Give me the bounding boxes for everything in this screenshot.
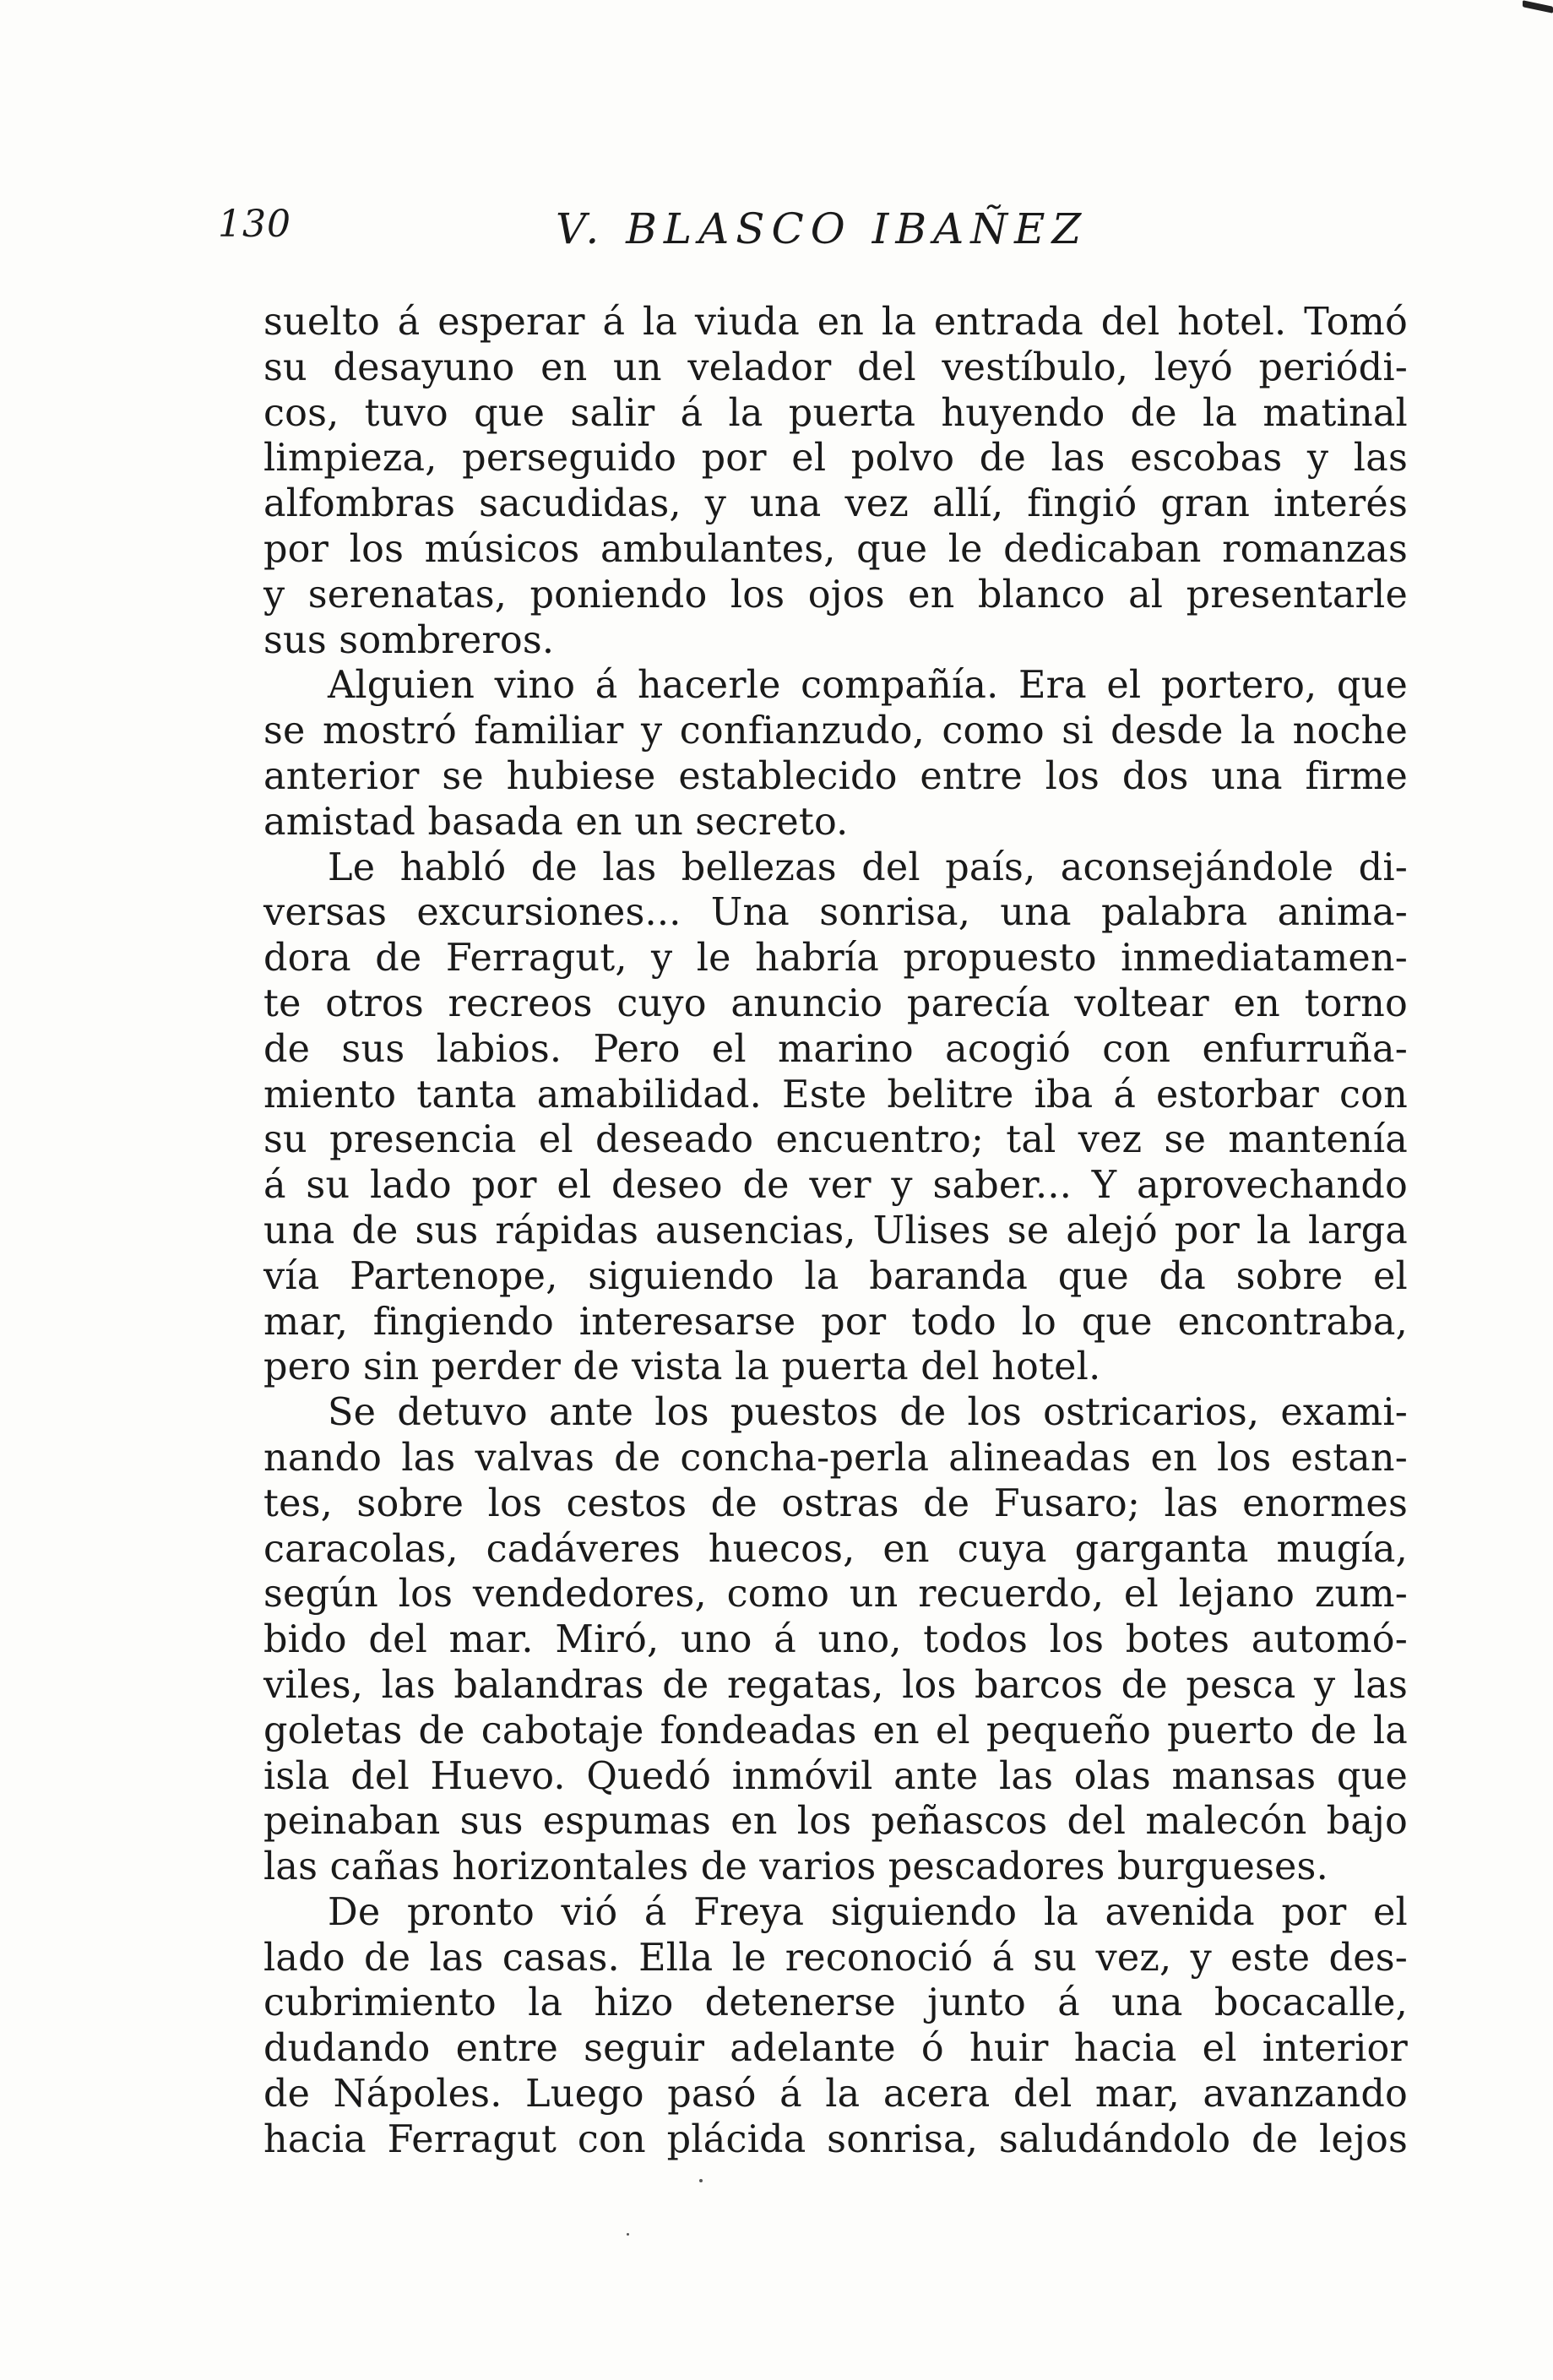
text-line: de sus labios. Pero el marino acogió con enfurruña- [263, 1027, 1408, 1071]
text-line: amistad basada en un secreto. [263, 800, 849, 844]
text-line: goletas de cabotaje fondeadas en el pequeño puerto de la [263, 1709, 1408, 1752]
text-line: nando las valvas de concha-perla alineadas en los estan- [263, 1436, 1408, 1480]
text-line: te otros recreos cuyo anuncio parecía voltear en torno [263, 981, 1408, 1025]
print-speck [627, 2233, 629, 2236]
text-line: á su lado por el deseo de ver y saber... Y aprovechando [263, 1164, 1408, 1208]
page-number: 130 [218, 203, 291, 246]
text-line: una de sus rápidas ausencias, Ulises se alejó por la larga [263, 1209, 1408, 1252]
text-line: las cañas horizontales de varios pescadores burgueses. [263, 1845, 1328, 1889]
text-line: isla del Huevo. Quedó inmóvil ante las olas mansas que [263, 1754, 1408, 1798]
text-line: Se detuvo ante los puestos de los ostricarios, exami- [328, 1391, 1408, 1435]
body-text [263, 300, 1408, 2163]
text-line: y serenatas, poniendo los ojos en blanco al presentarle [263, 573, 1408, 617]
text-line: dora de Ferragut, y le habría propuesto inmediatamen- [263, 937, 1408, 981]
text-line: viles, las balandras de regatas, los barcos de pesca y las [263, 1663, 1408, 1707]
text-line: por los músicos ambulantes, que le dedicaban romanzas [263, 527, 1408, 571]
text-line: su presencia el deseado encuentro; tal vez se mantenía [263, 1118, 1408, 1162]
text-line: De pronto vió á Freya siguiendo la avenida por el [328, 1890, 1408, 1934]
text-line: se mostró familiar y confianzudo, como si desde la noche [263, 709, 1408, 753]
text-line: bido del mar. Miró, uno á uno, todos los botes automó- [263, 1618, 1408, 1662]
text-line: tes, sobre los cestos de ostras de Fusaro; las enormes [263, 1481, 1408, 1525]
text-line: vía Partenope, siguiendo la baranda que da sobre el [263, 1254, 1408, 1298]
print-speck [699, 2179, 703, 2182]
text-line: anterior se hubiese establecido entre los dos una firme [263, 754, 1408, 798]
text-line: peinaban sus espumas en los peñascos del malecón bajo [263, 1800, 1408, 1844]
page-corner-mark [1523, 0, 1553, 14]
running-title: V. BLASCO IBAÑEZ [556, 204, 1089, 253]
text-line: dudando entre seguir adelante ó huir hacia el interior [263, 2027, 1408, 2071]
text-line: hacia Ferragut con plácida sonrisa, saludándolo de lejos [263, 2117, 1408, 2161]
text-line: pero sin perder de vista la puerta del hotel. [263, 1345, 1101, 1389]
text-line: alfombras sacudidas, y una vez allí, fingió gran interés [263, 482, 1408, 526]
text-line: sus sombreros. [263, 618, 555, 662]
text-line: de Nápoles. Luego pasó á la acera del mar, avanzando [263, 2073, 1408, 2116]
text-line: caracolas, cadáveres huecos, en cuya garganta mugía, [263, 1527, 1408, 1571]
text-line: lado de las casas. Ella le reconoció á su vez, y este des- [263, 1936, 1408, 1980]
text-line: limpieza, perseguido por el polvo de las escobas y las [263, 437, 1408, 481]
text-line: su desayuno en un velador del vestíbulo, leyó periódi- [263, 345, 1408, 389]
text-line: cos, tuvo que salir á la puerta huyendo de la matinal [263, 391, 1408, 435]
text-line: cubrimiento la hizo detenerse junto á una bocacalle, [263, 1981, 1408, 2025]
text-line: miento tanta amabilidad. Este belitre iba á estorbar con [263, 1073, 1408, 1117]
text-line: según los vendedores, como un recuerdo, el lejano zum- [263, 1573, 1408, 1617]
text-line: Le habló de las bellezas del país, aconsejándole di- [328, 845, 1408, 889]
text-line: mar, fingiendo interesarse por todo lo que encontraba, [263, 1300, 1408, 1344]
text-line: versas excursiones... Una sonrisa, una palabra anima- [263, 891, 1408, 935]
text-line: suelto á esperar á la viuda en la entrada del hotel. Tomó [263, 301, 1408, 344]
running-head [218, 203, 1417, 262]
text-line: Alguien vino á hacerle compañía. Era el portero, que [328, 664, 1408, 708]
